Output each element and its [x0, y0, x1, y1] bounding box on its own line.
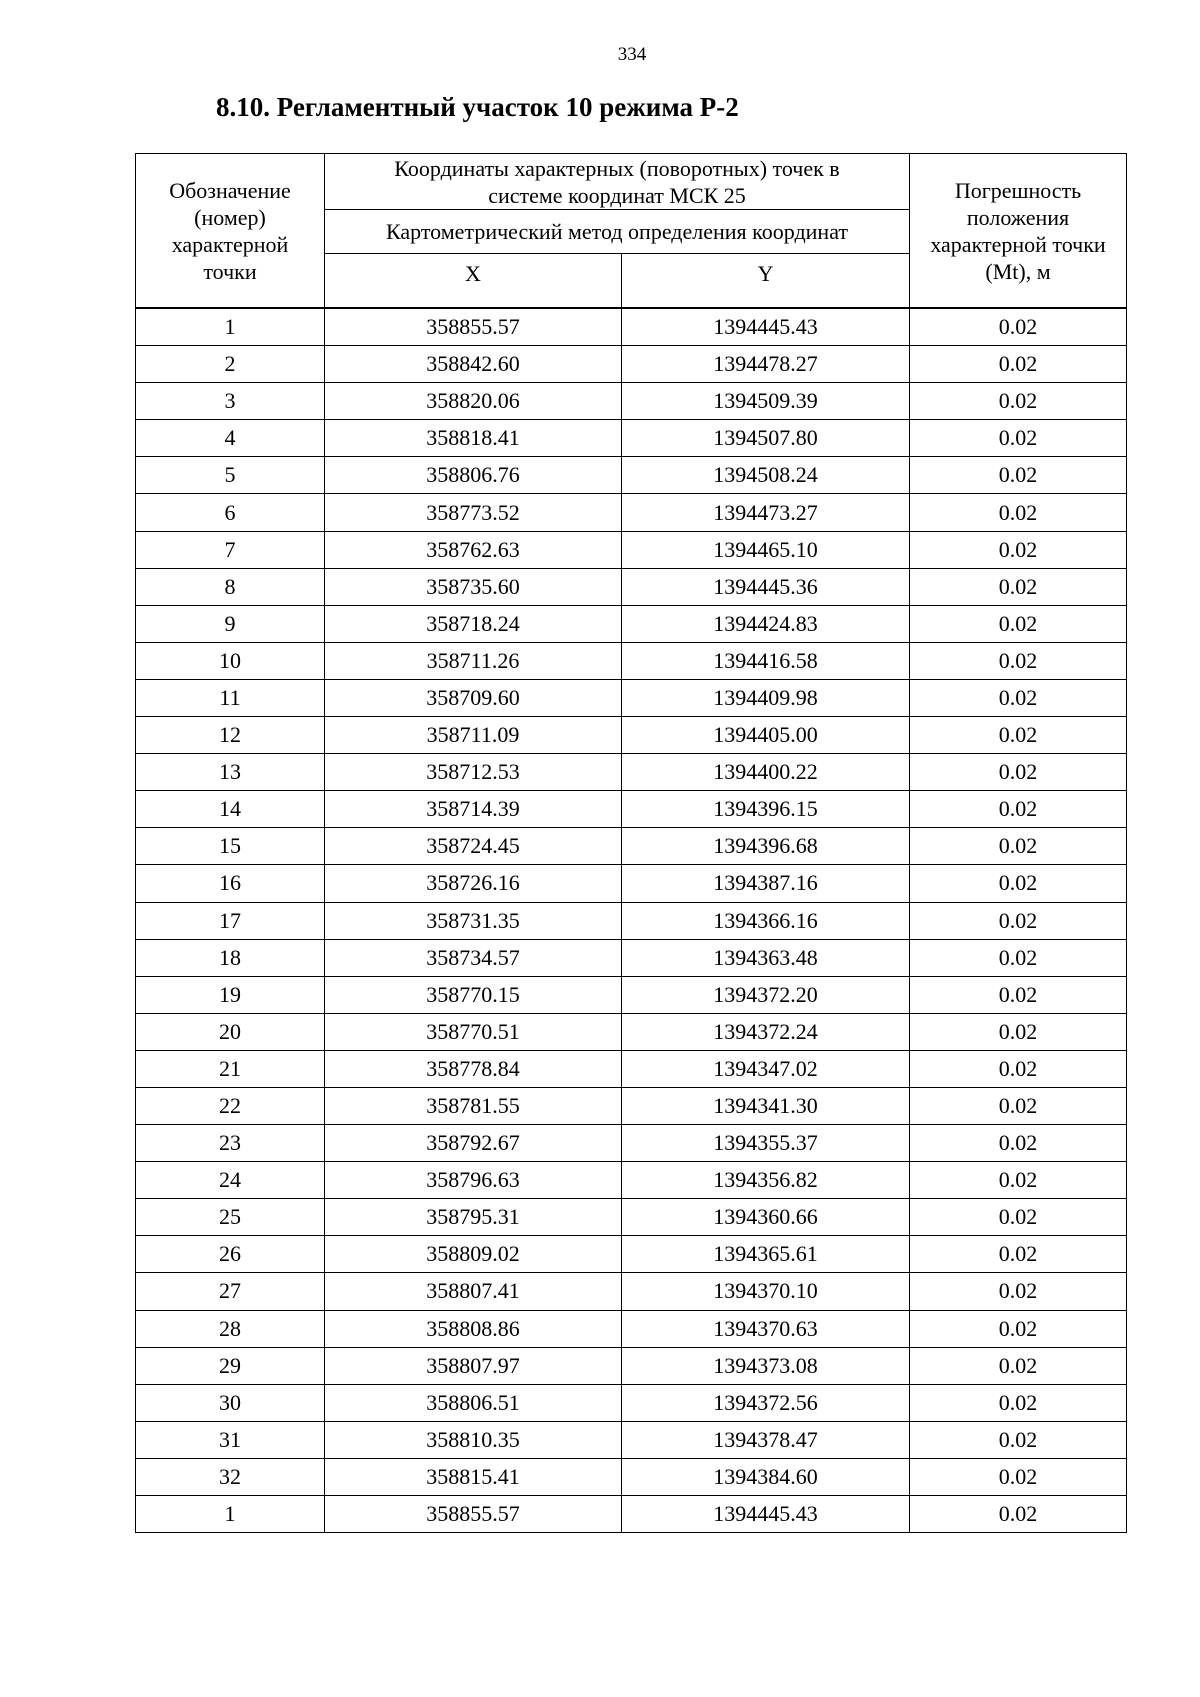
x-coordinate-cell: 358792.67 [325, 1125, 622, 1162]
table-row [136, 420, 1127, 457]
y-coordinate-cell: 1394396.15 [622, 791, 910, 828]
error-cell: 0.02 [910, 791, 1127, 828]
point-number-cell: 24 [136, 1162, 325, 1199]
x-coordinate-cell: 358807.41 [325, 1273, 622, 1310]
table-row [136, 308, 1127, 346]
table-row [136, 494, 1127, 531]
table-row [136, 383, 1127, 420]
x-coordinate-cell: 358796.63 [325, 1162, 622, 1199]
table-row [136, 1384, 1127, 1421]
error-cell: 0.02 [910, 976, 1127, 1013]
point-number-cell: 32 [136, 1458, 325, 1495]
table-row [136, 1310, 1127, 1347]
point-number-cell: 31 [136, 1421, 325, 1458]
error-cell: 0.02 [910, 939, 1127, 976]
y-coordinate-cell: 1394416.58 [622, 642, 910, 679]
table-row [136, 1236, 1127, 1273]
error-cell: 0.02 [910, 828, 1127, 865]
x-coordinate-cell: 358726.16 [325, 865, 622, 902]
x-coordinate-cell: 358795.31 [325, 1199, 622, 1236]
y-coordinate-cell: 1394370.10 [622, 1273, 910, 1310]
y-coordinate-cell: 1394473.27 [622, 494, 910, 531]
x-coordinate-cell: 358806.76 [325, 457, 622, 494]
x-coordinate-cell: 358709.60 [325, 679, 622, 716]
point-number-cell: 7 [136, 531, 325, 568]
x-coordinate-cell: 358711.26 [325, 642, 622, 679]
point-number-cell: 2 [136, 346, 325, 383]
header-y: Y [622, 254, 910, 309]
x-coordinate-cell: 358815.41 [325, 1458, 622, 1495]
error-cell: 0.02 [910, 1050, 1127, 1087]
header-method: Картометрический метод определения координат [325, 210, 910, 254]
y-coordinate-cell: 1394363.48 [622, 939, 910, 976]
y-coordinate-cell: 1394445.43 [622, 1496, 910, 1533]
y-coordinate-cell: 1394360.66 [622, 1199, 910, 1236]
point-number-cell: 29 [136, 1347, 325, 1384]
y-coordinate-cell: 1394384.60 [622, 1458, 910, 1495]
point-number-cell: 28 [136, 1310, 325, 1347]
x-coordinate-cell: 358778.84 [325, 1050, 622, 1087]
header-coordinates-group: Координаты характерных (поворотных) точек в системе координат МСК 25 [325, 154, 910, 210]
header-point-designation: Обозначение (номер) характерной точки [136, 154, 325, 309]
error-cell: 0.02 [910, 1310, 1127, 1347]
point-number-cell: 10 [136, 642, 325, 679]
x-coordinate-cell: 358842.60 [325, 346, 622, 383]
header-x: X [325, 254, 622, 309]
y-coordinate-cell: 1394465.10 [622, 531, 910, 568]
x-coordinate-cell: 358770.51 [325, 1013, 622, 1050]
table-row [136, 642, 1127, 679]
y-coordinate-cell: 1394347.02 [622, 1050, 910, 1087]
point-number-cell: 1 [136, 1496, 325, 1533]
point-number-cell: 4 [136, 420, 325, 457]
point-number-cell: 19 [136, 976, 325, 1013]
point-number-cell: 6 [136, 494, 325, 531]
table-row [136, 1087, 1127, 1124]
x-coordinate-cell: 358806.51 [325, 1384, 622, 1421]
y-coordinate-cell: 1394373.08 [622, 1347, 910, 1384]
table-row [136, 717, 1127, 754]
x-coordinate-cell: 358807.97 [325, 1347, 622, 1384]
error-cell: 0.02 [910, 494, 1127, 531]
x-coordinate-cell: 358781.55 [325, 1087, 622, 1124]
point-number-cell: 14 [136, 791, 325, 828]
error-cell: 0.02 [910, 1125, 1127, 1162]
error-cell: 0.02 [910, 754, 1127, 791]
y-coordinate-cell: 1394355.37 [622, 1125, 910, 1162]
error-cell: 0.02 [910, 1162, 1127, 1199]
table-row [136, 1199, 1127, 1236]
point-number-cell: 18 [136, 939, 325, 976]
x-coordinate-cell: 358731.35 [325, 902, 622, 939]
table-row [136, 1125, 1127, 1162]
x-coordinate-cell: 358762.63 [325, 531, 622, 568]
point-number-cell: 13 [136, 754, 325, 791]
error-cell: 0.02 [910, 1458, 1127, 1495]
error-cell: 0.02 [910, 1496, 1127, 1533]
x-coordinate-cell: 358855.57 [325, 1496, 622, 1533]
header-error: Погрешность положения характерной точки (Mt), м [910, 154, 1127, 309]
x-coordinate-cell: 358735.60 [325, 568, 622, 605]
y-coordinate-cell: 1394365.61 [622, 1236, 910, 1273]
section-title: 8.10. Регламентный участок 10 режима Р-2 [216, 92, 739, 122]
table-row [136, 1347, 1127, 1384]
table-row [136, 1458, 1127, 1495]
y-coordinate-cell: 1394409.98 [622, 679, 910, 716]
point-number-cell: 23 [136, 1125, 325, 1162]
error-cell: 0.02 [910, 1384, 1127, 1421]
x-coordinate-cell: 358855.57 [325, 308, 622, 346]
x-coordinate-cell: 358773.52 [325, 494, 622, 531]
x-coordinate-cell: 358818.41 [325, 420, 622, 457]
error-cell: 0.02 [910, 1421, 1127, 1458]
error-cell: 0.02 [910, 865, 1127, 902]
error-cell: 0.02 [910, 1087, 1127, 1124]
table-row [136, 1013, 1127, 1050]
point-number-cell: 15 [136, 828, 325, 865]
table-row [136, 791, 1127, 828]
error-cell: 0.02 [910, 383, 1127, 420]
x-coordinate-cell: 358734.57 [325, 939, 622, 976]
y-coordinate-cell: 1394405.00 [622, 717, 910, 754]
table-row [136, 1273, 1127, 1310]
error-cell: 0.02 [910, 346, 1127, 383]
y-coordinate-cell: 1394372.20 [622, 976, 910, 1013]
table-row [136, 531, 1127, 568]
x-coordinate-cell: 358711.09 [325, 717, 622, 754]
page-number: 334 [617, 44, 647, 65]
table-row [136, 568, 1127, 605]
table-row [136, 1050, 1127, 1087]
y-coordinate-cell: 1394424.83 [622, 605, 910, 642]
error-cell: 0.02 [910, 308, 1127, 346]
error-cell: 0.02 [910, 420, 1127, 457]
x-coordinate-cell: 358718.24 [325, 605, 622, 642]
x-coordinate-cell: 358809.02 [325, 1236, 622, 1273]
x-coordinate-cell: 358724.45 [325, 828, 622, 865]
x-coordinate-cell: 358714.39 [325, 791, 622, 828]
point-number-cell: 21 [136, 1050, 325, 1087]
table-row [136, 976, 1127, 1013]
table-row [136, 346, 1127, 383]
error-cell: 0.02 [910, 717, 1127, 754]
error-cell: 0.02 [910, 679, 1127, 716]
point-number-cell: 30 [136, 1384, 325, 1421]
point-number-cell: 16 [136, 865, 325, 902]
x-coordinate-cell: 358820.06 [325, 383, 622, 420]
coordinates-table [135, 153, 1127, 1533]
y-coordinate-cell: 1394509.39 [622, 383, 910, 420]
point-number-cell: 8 [136, 568, 325, 605]
table-row [136, 457, 1127, 494]
table-row [136, 1162, 1127, 1199]
y-coordinate-cell: 1394387.16 [622, 865, 910, 902]
y-coordinate-cell: 1394370.63 [622, 1310, 910, 1347]
table-row [136, 1496, 1127, 1533]
point-number-cell: 22 [136, 1087, 325, 1124]
table-row [136, 754, 1127, 791]
error-cell: 0.02 [910, 531, 1127, 568]
point-number-cell: 27 [136, 1273, 325, 1310]
error-cell: 0.02 [910, 1199, 1127, 1236]
table-row [136, 679, 1127, 716]
table-row [136, 1421, 1127, 1458]
y-coordinate-cell: 1394378.47 [622, 1421, 910, 1458]
error-cell: 0.02 [910, 568, 1127, 605]
point-number-cell: 26 [136, 1236, 325, 1273]
y-coordinate-cell: 1394372.24 [622, 1013, 910, 1050]
table-row [136, 902, 1127, 939]
table-row [136, 865, 1127, 902]
y-coordinate-cell: 1394396.68 [622, 828, 910, 865]
point-number-cell: 11 [136, 679, 325, 716]
point-number-cell: 3 [136, 383, 325, 420]
table-header [136, 154, 1127, 309]
error-cell: 0.02 [910, 1013, 1127, 1050]
error-cell: 0.02 [910, 902, 1127, 939]
y-coordinate-cell: 1394507.80 [622, 420, 910, 457]
x-coordinate-cell: 358770.15 [325, 976, 622, 1013]
x-coordinate-cell: 358808.86 [325, 1310, 622, 1347]
error-cell: 0.02 [910, 642, 1127, 679]
y-coordinate-cell: 1394341.30 [622, 1087, 910, 1124]
point-number-cell: 1 [136, 308, 325, 346]
error-cell: 0.02 [910, 605, 1127, 642]
point-number-cell: 17 [136, 902, 325, 939]
point-number-cell: 9 [136, 605, 325, 642]
y-coordinate-cell: 1394356.82 [622, 1162, 910, 1199]
x-coordinate-cell: 358712.53 [325, 754, 622, 791]
y-coordinate-cell: 1394366.16 [622, 902, 910, 939]
error-cell: 0.02 [910, 1273, 1127, 1310]
point-number-cell: 5 [136, 457, 325, 494]
x-coordinate-cell: 358810.35 [325, 1421, 622, 1458]
error-cell: 0.02 [910, 1347, 1127, 1384]
y-coordinate-cell: 1394372.56 [622, 1384, 910, 1421]
y-coordinate-cell: 1394400.22 [622, 754, 910, 791]
error-cell: 0.02 [910, 457, 1127, 494]
table-row [136, 605, 1127, 642]
table-body [136, 308, 1127, 1533]
y-coordinate-cell: 1394445.36 [622, 568, 910, 605]
point-number-cell: 25 [136, 1199, 325, 1236]
table-row [136, 939, 1127, 976]
point-number-cell: 20 [136, 1013, 325, 1050]
y-coordinate-cell: 1394478.27 [622, 346, 910, 383]
y-coordinate-cell: 1394508.24 [622, 457, 910, 494]
error-cell: 0.02 [910, 1236, 1127, 1273]
point-number-cell: 12 [136, 717, 325, 754]
table-row [136, 828, 1127, 865]
y-coordinate-cell: 1394445.43 [622, 308, 910, 346]
